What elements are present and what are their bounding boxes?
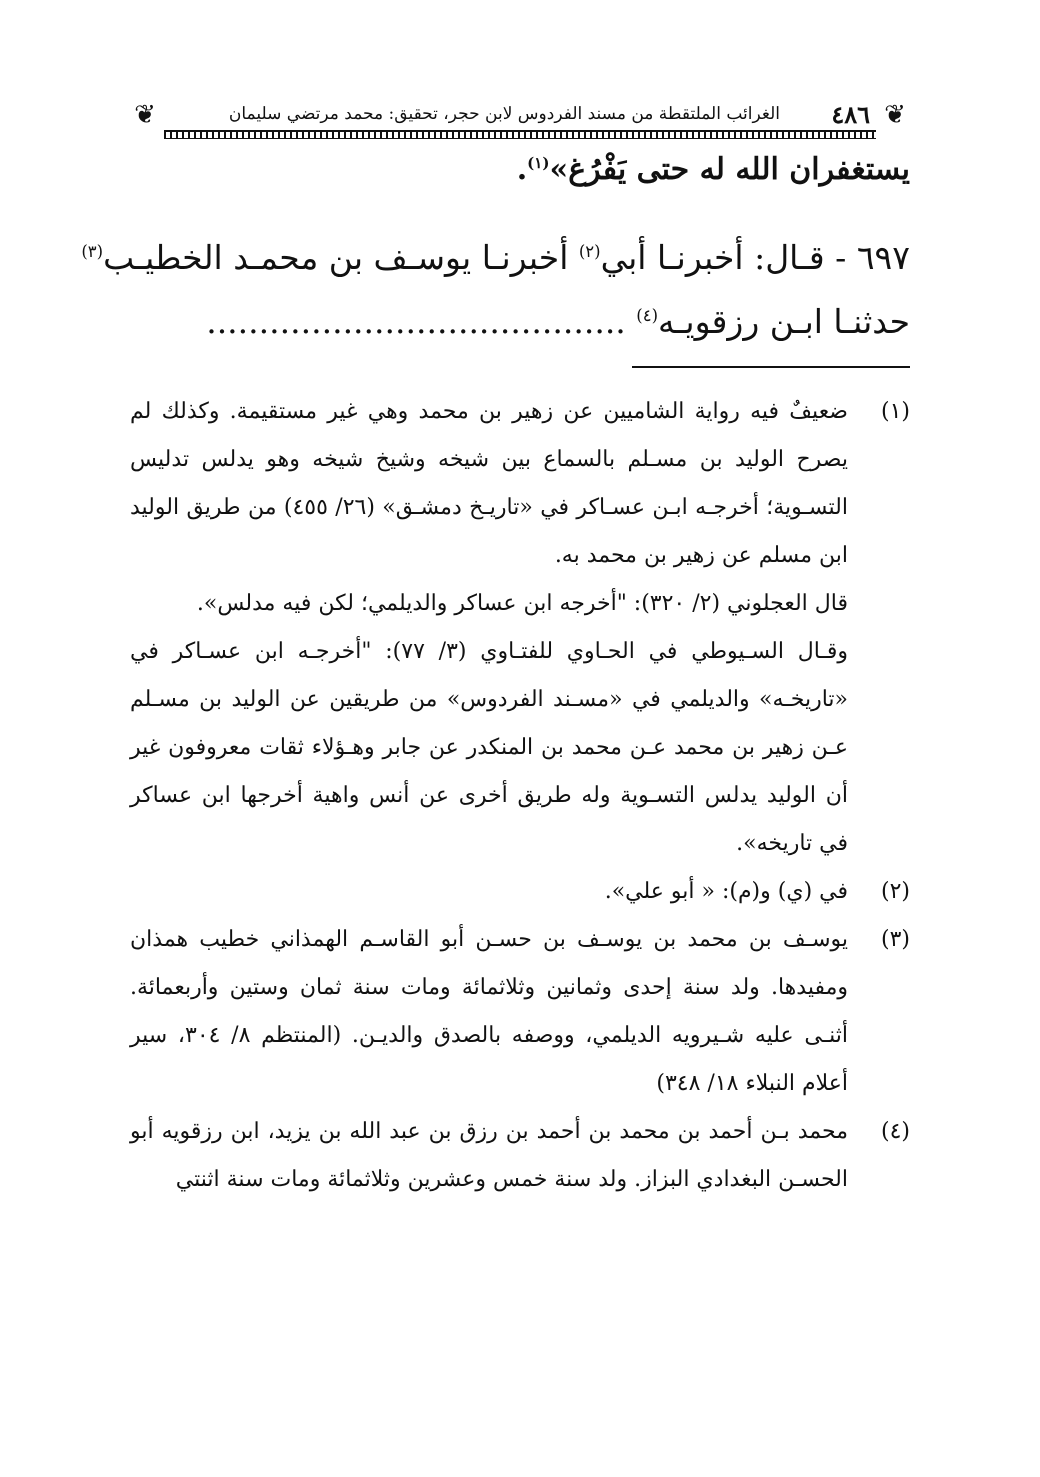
footnotes (130, 388, 910, 1204)
text-line (81, 238, 910, 277)
isnad-text: حدثنـا ابـن رزقويـه (658, 302, 910, 341)
running-title: الغرائب الملتقطة من مسند الفردوس لابن حجر، تحقيق: محمد مرتضي سليمان (228, 104, 780, 124)
footnote-separator (632, 366, 910, 368)
footnote (130, 388, 910, 868)
running-header (130, 98, 910, 138)
page-number: ٤٨٦ (831, 100, 870, 129)
footnote-ref: (١) (527, 154, 550, 172)
footnote-number: (١) (880, 399, 910, 424)
text-line (130, 152, 910, 187)
footnote-number: (٢) (880, 879, 910, 904)
footnote-number: (٣) (880, 927, 910, 952)
footnote-paragraph: محمد بـن أحمد بن محمد بن أحمد بن رزق بن عبد الله بن يزيد، ابن رزقويه أبو الحسـن البغدادي البزاز. ولد سنة خمس وعشرين وثلاثمائة ومات سنة اثنتي (130, 1119, 848, 1192)
isnad-text: ٦٩٧ - قـال: أخبرنـا أبي (600, 238, 910, 277)
floral-ornament-icon: ❦ (134, 100, 156, 130)
footnote-number: (٤) (880, 1119, 910, 1144)
isnad-text: أخبرنـا يوسـف بن محمـد الخطيـب (103, 238, 579, 277)
footnote-ref: (٤) (636, 306, 659, 325)
ellipsis-dots: ........................................ (206, 302, 637, 341)
footnote-paragraph: ضعيفٌ فيه رواية الشاميين عن زهير بن محمد وهي غير مستقيمة. وكذلك لم يصرح الوليد بن مسـلم بالسماع بين شيخه وشيخ شيخه وهو يدلس تدليس التسـوية؛ أخرجـه ابـن عسـاكر في «تاريـخ دمشـق» (٢٦/ ٤٥٥) من طريق الوليد ابن مسلم عن زهير بن محمد به. (130, 399, 849, 568)
floral-ornament-icon: ❦ (884, 100, 906, 130)
footnote (130, 916, 910, 1108)
hadith-text: يستغفران الله له حتى يَفْرُغ» (549, 152, 910, 187)
header-border (164, 130, 876, 139)
footnote-paragraph: قال العجلوني (٢/ ٣٢٠): "أخرجه ابن عساكر والديلمي؛ لكن فيه مدلس». (196, 591, 848, 616)
punctuation: . (516, 152, 528, 187)
footnote-ref: (٢) (578, 242, 601, 261)
footnote-paragraph: وقـال السـيوطي في الحـاوي للفتـاوي (٣/ ٧٧): "أخرجـه ابن عسـاكر في «تاريخـه» والديلمي في «مسـند الفردوس» من طريقين عن الوليد بن مسـلم عـن زهير بن محمد عـن محمد بن المنكدر عن جابر وهـؤلاء ثقات معروفون غير أن الوليد يدلس التسـوية وله طريق أخرى عن أنس واهية أخرجها ابن عساكر في تاريخه». (130, 639, 848, 856)
footnote (130, 868, 910, 916)
footnote-paragraph: يوسـف بن محمد بن يوسـف بن حسـن أبو القاسـم الهمذاني خطيب همذان ومفيدها. ولد سنة إحدى وثمانين وثلاثمائة ومات سنة ثمان وستين وأربعمائة. أثنـى عليه شـيرويه الديلمي، ووصفه بالصدق والديـن. (المنتظم ٨/ ٣٠٤، سير أعلام النبلاء ١٨/ ٣٤٨) (130, 927, 849, 1096)
text-line (130, 302, 910, 341)
footnote-ref: (٣) (81, 242, 104, 261)
footnote-paragraph: في (ي) و(م): « أبو علي». (604, 879, 848, 904)
footnote (130, 1108, 910, 1204)
